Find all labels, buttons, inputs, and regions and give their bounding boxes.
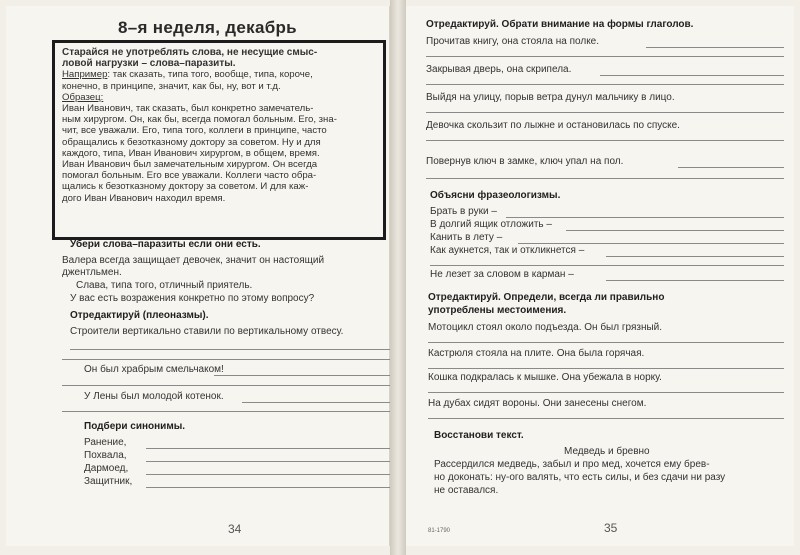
sample-line: Иван Иванович, так сказать, был конкретно замечатель- (62, 103, 314, 115)
synonym-item: Дармоед, (84, 463, 129, 474)
example-label: Например (62, 69, 108, 81)
answer-line[interactable] (428, 418, 784, 419)
idiom-item: Как аукнется, так и откликнется – (430, 245, 585, 256)
idiom-item: В долгий ящик отложить – (430, 219, 552, 230)
example-line (62, 69, 376, 80)
task-header: Подбери синонимы. (84, 421, 186, 432)
task-line: Прочитав книгу, она стояла на полке. (426, 36, 600, 47)
answer-line[interactable] (426, 56, 784, 57)
sample-line: помогал больным. Его все уважали. Коллеги часто обра- (62, 170, 317, 182)
task-line: На дубах сидят вороны. Они занесены снегом. (428, 398, 647, 409)
task-line: джентльмен. (62, 267, 122, 278)
print-code: 81-1790 (428, 528, 451, 534)
task-line: Кастрюля стояла на плите. Она была горячая. (428, 348, 645, 359)
rule-lead-line: ловой нагрузки – слова–паразиты. (62, 58, 236, 70)
story-line: но доконать: ну-ого валять, что есть силы, и без сдачи ни разу (434, 472, 726, 483)
answer-line[interactable] (428, 392, 784, 393)
answer-line[interactable] (62, 359, 390, 360)
task-line: Кошка подкралась к мышке. Она убежала в норку. (428, 372, 662, 383)
task-header: Отредактируй. Обрати внимание на формы глаголов. (426, 19, 694, 30)
sample-line: обращались к безотказному доктору за советом. Ну и для (62, 136, 321, 148)
task-line: Закрывая дверь, она скрипела. (426, 64, 572, 75)
answer-line[interactable] (426, 140, 784, 141)
task-header: Отредактируй. Определи, всегда ли правильно (428, 292, 665, 303)
story-line: не оставался. (434, 485, 499, 496)
sample-line: ным хирургом. Он, как бы, всегда помогал больным. Его, зна- (62, 114, 337, 126)
sample-line: дого Иван Иванович находил время. (62, 192, 226, 204)
answer-line[interactable] (62, 385, 390, 386)
task-header: Восстанови текст. (434, 430, 524, 441)
answer-line[interactable] (146, 461, 390, 462)
synonym-item: Похвала, (84, 450, 127, 461)
answer-line[interactable] (426, 84, 784, 85)
answer-line[interactable] (426, 178, 784, 179)
idiom-item: Не лезет за словом в карман – (430, 269, 574, 280)
answer-line[interactable] (678, 167, 784, 168)
answer-line[interactable] (430, 265, 784, 266)
task-line: Строители вертикально ставили по вертикальному отвесу. (70, 326, 344, 337)
answer-line[interactable] (426, 112, 784, 113)
task-header: Убери слова–паразиты если они есть. (70, 239, 261, 250)
answer-line[interactable] (70, 349, 390, 350)
sample-line: каждого, типа, Иван Иванович хирургом, в общем, время. (62, 147, 320, 159)
task-line: У вас есть возражения конкретно по этому вопросу? (70, 293, 315, 304)
book-gutter (390, 0, 406, 555)
task-line: Девочка скользит по лыжне и остановилась по спуске. (426, 120, 680, 131)
task-line: Повернув ключ в замке, ключ упал на пол. (426, 156, 624, 167)
samples-label: Образец: (62, 91, 104, 103)
answer-line[interactable] (600, 75, 784, 76)
task-line: Он был храбрым смельчаком! (84, 364, 224, 375)
answer-line[interactable] (506, 217, 784, 218)
rule-lead-line: Старайся не употреблять слова, не несущие смыс- (62, 47, 318, 58)
task-header: употреблены местоимения. (428, 305, 567, 316)
answer-line[interactable] (518, 243, 784, 244)
task-line: Выйдя на улицу, порыв ветра дунул мальчику в лицо. (426, 92, 675, 103)
answer-line[interactable] (62, 411, 390, 412)
synonym-item: Защитник, (84, 476, 133, 487)
sample-line: щались к безотказному доктору за советом. И для каж- (62, 181, 309, 193)
answer-line[interactable] (146, 487, 390, 488)
synonym-item: Ранение, (84, 437, 127, 448)
sample-line: чит, все уважали. Его, типа того, коллеги в принципе, часто (62, 125, 327, 137)
idiom-item: Канить в лету – (430, 232, 503, 243)
rule-box (52, 40, 386, 240)
task-line: Слава, типа того, отличный приятель. (76, 280, 253, 291)
answer-line[interactable] (428, 368, 784, 369)
answer-line[interactable] (606, 256, 784, 257)
answer-line[interactable] (146, 448, 390, 449)
task-header: Объясни фразеологизмы. (430, 190, 561, 201)
page-number: 35 (604, 521, 618, 535)
answer-line[interactable] (606, 280, 784, 281)
page-title: 8–я неделя, декабрь (118, 18, 297, 37)
story-title: Медведь и бревно (564, 446, 650, 457)
right-page (406, 6, 794, 546)
answer-line[interactable] (146, 474, 390, 475)
task-header: Отредактируй (плеоназмы). (70, 310, 209, 321)
answer-line[interactable] (214, 375, 390, 376)
answer-line[interactable] (428, 342, 784, 343)
example-line: конечно, в принципе, значит, как бы, ну, вот и т.д. (62, 80, 281, 92)
answer-line[interactable] (566, 230, 784, 231)
task-line: У Лены был молодой котенок. (84, 391, 224, 402)
idiom-item: Брать в руки – (430, 206, 497, 217)
left-page (6, 6, 390, 546)
story-line: Рассердился медведь, забыл и про мед, хочется ему брев- (434, 459, 710, 470)
page-number: 34 (228, 522, 242, 536)
example-text: : так сказать, типа того, вообще, типа, короче, (107, 69, 313, 81)
answer-line[interactable] (242, 402, 390, 403)
task-line: Валера всегда защищает девочек, значит он настоящий (62, 255, 325, 266)
answer-line[interactable] (646, 47, 784, 48)
sample-line: Иван Иванович был замечательным хирургом. Он всегда (62, 159, 318, 171)
task-line: Мотоцикл стоял около подъезда. Он был грязный. (428, 322, 663, 333)
